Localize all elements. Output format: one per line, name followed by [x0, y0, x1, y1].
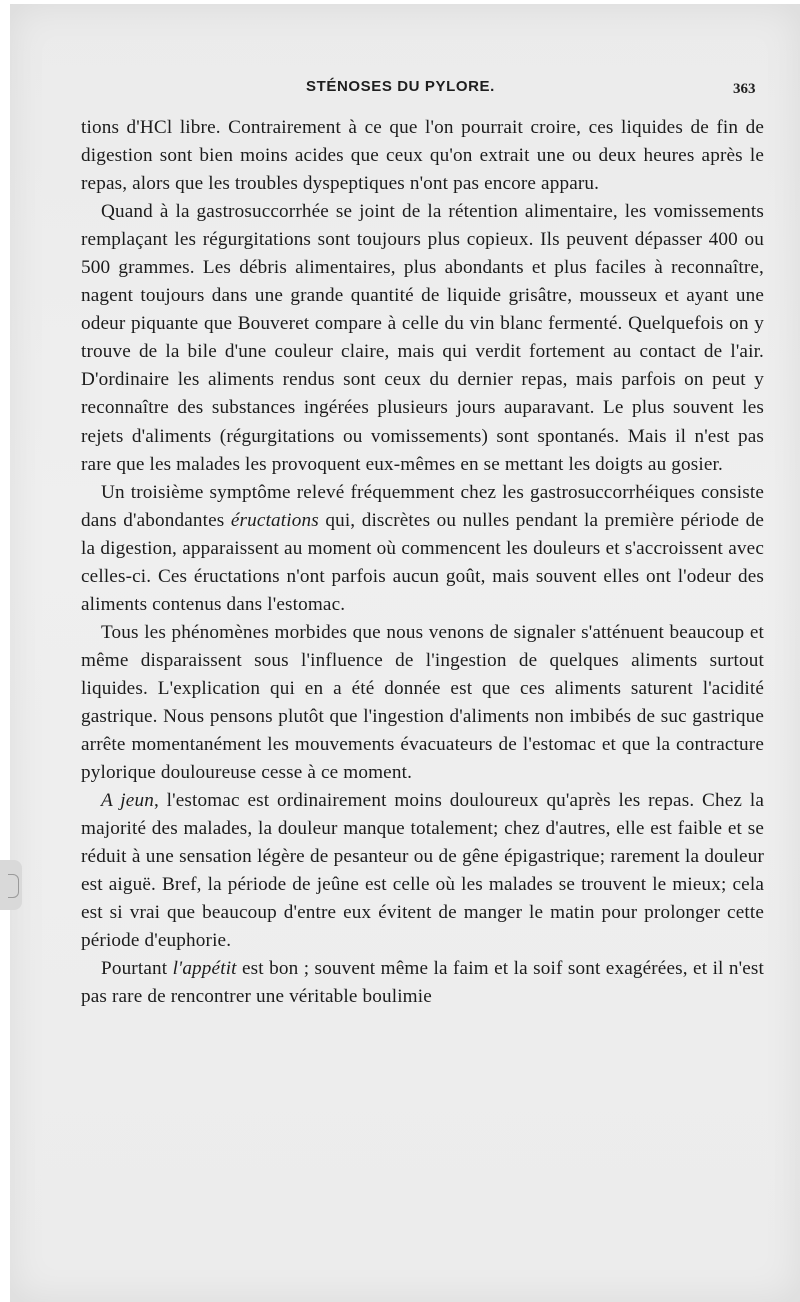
running-title: STÉNOSES DU PYLORE. [306, 78, 495, 95]
paragraph [81, 114, 764, 198]
paragraph [81, 955, 764, 1011]
paragraph [81, 479, 764, 619]
page-edge-tab [0, 860, 22, 910]
page-header [0, 78, 800, 100]
italic-term: l'appétit [172, 958, 237, 980]
text-run: Tous les phénomènes morbides que nous venons de signaler s'atténuent beaucoup et même disparaissent sous l'influence de l'ingestion de quelques aliments surtout liquides. L'explication qui en a été donnée est que ces aliments saturent l'acidité gastrique. Nous pensons plutôt que l'ingestion d'aliments non imbibés de suc gastrique arrête momentanément les mouvements évacuateurs de l'estomac et que la contracture pylorique douloureuse cesse à ce moment. [81, 621, 764, 784]
paragraph [81, 787, 764, 955]
text-run: Pourtant [101, 958, 173, 980]
italic-term: éructations [230, 509, 319, 531]
text-run: Un troisième symptôme relevé fréquemment chez les gastrosuccorrhéiques consiste dans d'abondantes [81, 481, 764, 531]
text-run: est bon ; souvent même la faim et la soif sont exagérées, et il n'est pas rare de rencontrer une véritable boulimie [81, 958, 764, 1008]
text-run: qui, discrètes ou nulles pendant la première période de la digestion, apparaissent au moment où commencent les douleurs et s'accroissent avec celles-ci. Ces éructations n'ont parfois aucun goût, mais souvent elles ont l'odeur des aliments contenus dans l'estomac. [81, 509, 764, 615]
page-number: 363 [733, 81, 756, 97]
paragraph [81, 619, 764, 787]
text-run: tions d'HCl libre. Contrairement à ce que l'on pourrait croire, ces liquides de fin de digestion sont bien moins acides que ceux qu'on extrait une ou deux heures après le repas, alors que les troubles dyspeptiques n'ont pas encore apparu. [81, 117, 764, 195]
paragraph [81, 198, 764, 478]
italic-term: A jeun [101, 790, 154, 812]
body-text [81, 114, 764, 1012]
text-run: Quand à la gastrosuccorrhée se joint de la rétention alimentaire, les vomissements remplaçant les régurgitations sont toujours plus copieux. Ils peuvent dépasser 400 ou 500 grammes. Les débris alimentaires, plus abondants et plus faciles à reconnaître, nagent toujours dans une grande quantité de liquide grisâtre, mousseux et ayant une odeur piquante que Bouveret compare à celle du vin blanc fermenté. Quelquefois on y trouve de la bile d'une couleur claire, mais qui verdit fortement au contact de l'air. D'ordinaire les aliments rendus sont ceux du dernier repas, mais parfois on peut y reconnaître des substances ingérées plusieurs jours auparavant. Le plus souvent les rejets d'aliments (régurgitations ou vomissements) sont spontanés. Mais il n'est pas rare que les malades les provoquent eux-mêmes en se mettant les doigts au gosier. [81, 201, 764, 475]
text-run: , l'estomac est ordinairement moins douloureux qu'après les repas. Chez la majorité des malades, la douleur manque totalement; chez d'autres, elle est faible et se réduit à une sensation légère de pesanteur ou de gêne épigastrique; rarement la douleur est aiguë. Bref, la période de jeûne est celle où les malades se trouvent le mieux; cela est si vrai que beaucoup d'entre eux évitent de manger le matin pour prolonger cette période d'euphorie. [81, 790, 764, 952]
